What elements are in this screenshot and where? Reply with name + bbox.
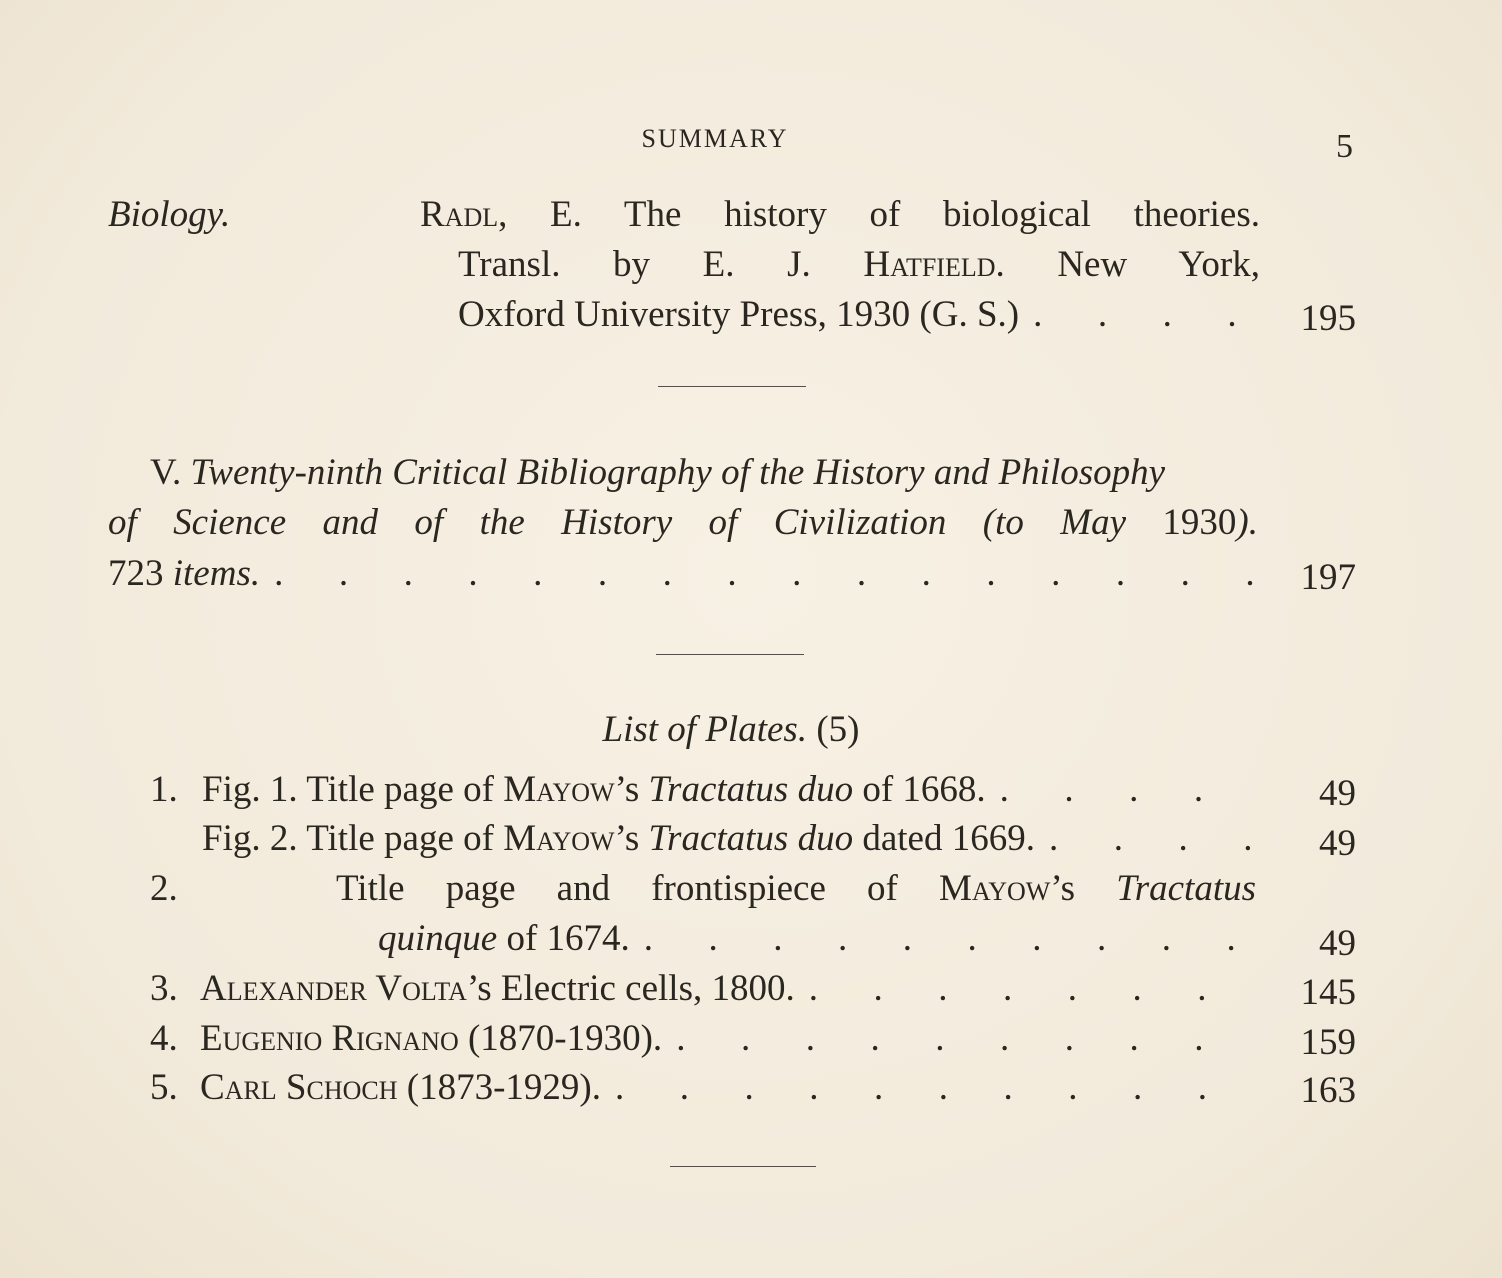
plate-number: 2. [150, 868, 178, 909]
plate-page-ref: 159 [1300, 1022, 1356, 1063]
publisher-info: Oxford University Press, 1930 (G. S.) [458, 294, 1020, 335]
plate-desc-end: dated 1669. [862, 818, 1035, 859]
plate-entry-5 [200, 1066, 1258, 1109]
divider-rule [670, 1166, 816, 1167]
person-name: Eugenio Rignano [200, 1018, 459, 1059]
bibliography-title-part-1: Twenty-ninth Critical Bibliography of the History and Philosophy [190, 452, 1166, 493]
plate-entry-1-fig-1 [202, 768, 1258, 811]
divider-rule [656, 654, 804, 655]
plate-page-ref: 49 [1319, 773, 1356, 814]
section-v-line-2 [108, 501, 1258, 544]
section-label-biology: Biology. [108, 194, 231, 235]
person-name: Mayow [503, 769, 615, 810]
work-title: Tractatus duo [648, 818, 854, 859]
figure-label: Fig. 2. [202, 818, 298, 859]
items-label: items. [172, 553, 261, 594]
plate-number: 1. [150, 769, 178, 810]
possessive: ’s [614, 769, 640, 810]
person-name: Mayow [938, 868, 1051, 909]
plate-desc: ’s Electric cells, 1800. [466, 968, 795, 1009]
section-v-line-1 [150, 451, 1165, 494]
plate-entry-4 [200, 1017, 1258, 1060]
work-title-cont: quinque [378, 918, 498, 959]
plate-entry-1-fig-2 [202, 817, 1258, 860]
plate-desc: Title page of [306, 818, 494, 859]
dot-leader [644, 917, 1258, 960]
biology-entry-line-3 [458, 293, 1260, 336]
possessive: ’s [1050, 868, 1076, 909]
plate-page-ref: 163 [1300, 1070, 1356, 1111]
author-initial: , E. [498, 194, 582, 235]
dot-leader [1033, 293, 1260, 336]
person-name: Mayow [503, 818, 615, 859]
biology-entry-line-1 [420, 193, 1260, 236]
dot-leader [1049, 817, 1258, 860]
work-title: Tractatus [1116, 868, 1257, 909]
possessive: ’s [614, 818, 640, 859]
figure-label: Fig. 1. [202, 769, 298, 810]
section-numeral: V. [150, 452, 182, 493]
work-title: Tractatus duo [648, 769, 854, 810]
dot-leader [1000, 768, 1258, 811]
publisher-place: . New York, [995, 244, 1261, 285]
running-head: SUMMARY [641, 124, 789, 153]
divider-rule [658, 386, 806, 387]
plate-desc: Title page and frontispiece of [336, 868, 898, 909]
bibliography-title-part-2: of Science and of the History of Civilization (to May [108, 502, 1127, 543]
dot-leader [615, 1066, 1258, 1109]
author-name: Radl [420, 194, 499, 235]
dot-leader [676, 1017, 1258, 1060]
bibliography-year: 1930 [1162, 502, 1237, 543]
book-title: The history of biological theories. [623, 194, 1260, 235]
plate-number: 5. [150, 1067, 178, 1108]
plate-page-ref: 49 [1319, 923, 1356, 964]
plate-desc: (1873-1929). [406, 1067, 601, 1108]
translator-name: Hatfield [863, 244, 996, 285]
plate-desc: Title page of [306, 769, 494, 810]
biology-page-ref: 195 [1300, 298, 1356, 339]
biology-entry-line-2 [458, 243, 1260, 286]
plate-entry-2-line-1 [336, 867, 1256, 910]
dot-leader [274, 552, 1258, 595]
plate-number: 3. [150, 968, 178, 1009]
dot-leader [809, 967, 1258, 1010]
bibliography-title-end: ). [1236, 502, 1258, 543]
person-name: Alexander Volta [200, 968, 467, 1009]
plate-page-ref: 145 [1300, 972, 1356, 1013]
plate-entry-2-line-2 [378, 917, 1258, 960]
section-v-page-ref: 197 [1300, 557, 1356, 598]
plate-entry-3 [200, 967, 1258, 1010]
plate-desc-end: of 1674. [506, 918, 630, 959]
translation-note: Transl. by E. J. [458, 244, 811, 285]
person-name: Carl Schoch [200, 1067, 398, 1108]
section-v-line-3 [108, 552, 1258, 595]
page-number: 5 [1336, 128, 1353, 165]
plate-page-ref: 49 [1319, 823, 1356, 864]
plate-number: 4. [150, 1018, 178, 1059]
item-count: 723 [108, 553, 164, 594]
plate-desc-end: of 1668. [862, 769, 986, 810]
plates-heading-text: List of Plates. [602, 709, 808, 750]
plate-desc: (1870-1930). [467, 1018, 663, 1059]
plates-count: (5) [816, 709, 860, 750]
plates-heading [0, 708, 1462, 751]
